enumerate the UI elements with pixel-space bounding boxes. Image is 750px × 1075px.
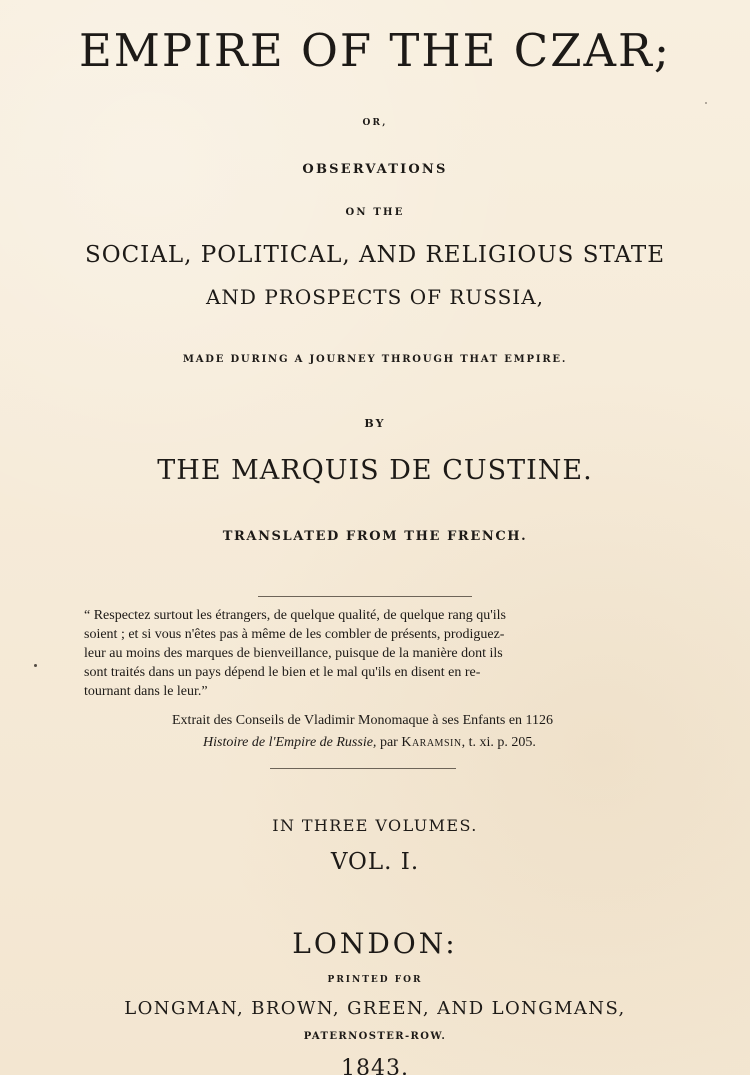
epigraph-line-5: tournant dans le leur.” — [84, 684, 208, 699]
citation-reference: , t. xi. p. 205. — [461, 735, 536, 750]
subtitle-line-2: AND PROSPECTS OF RUSSIA, — [205, 285, 544, 309]
citation-book-title: Histoire de l'Empire de Russie, — [203, 735, 377, 750]
author-name: THE MARQUIS DE CUSTINE. — [157, 455, 593, 486]
epigraph-line-4: sont traités dans un pays dépend le bien et le mal qu'ils en disent en re- — [84, 665, 481, 680]
epigraph-citation-line-1: Extrait des Conseils de Vladimir Monomaque à ses Enfants en 1126 — [172, 713, 554, 728]
epigraph-quote — [82, 606, 676, 701]
by-line: BY — [364, 417, 386, 430]
publisher-address: PATERNOSTER-ROW. — [303, 1031, 447, 1042]
volume-number: VOL. I. — [330, 849, 420, 875]
journey-line: MADE DURING A JOURNEY THROUGH THAT EMPIRE. — [182, 354, 568, 365]
subtitle-line-1: SOCIAL, POLITICAL, AND RELIGIOUS STATE — [84, 242, 666, 268]
title-on-the: ON THE — [345, 207, 405, 218]
publisher-name: LONGMAN, BROWN, GREEN, AND LONGMANS, — [124, 998, 626, 1019]
citation-author: Karamsin — [401, 735, 462, 750]
publication-city: LONDON: — [292, 927, 458, 960]
epigraph-line-2: soient ; et si vous n'êtes pas à même de les combler de présents, prodiguez- — [84, 627, 505, 642]
book-title: EMPIRE OF THE CZAR; — [78, 24, 672, 77]
bottom-divider-rule — [270, 768, 456, 769]
translation-note: TRANSLATED FROM THE FRENCH. — [222, 529, 528, 544]
epigraph-line-1: “ Respectez surtout les étrangers, de quelque qualité, de quelque rang qu'ils — [84, 608, 506, 623]
title-observations: OBSERVATIONS — [302, 162, 448, 177]
epigraph-citation-line-2 — [203, 735, 663, 751]
paper-speck — [705, 102, 707, 104]
volume-count: IN THREE VOLUMES. — [272, 816, 478, 835]
citation-par: par — [376, 735, 402, 750]
top-divider-rule — [258, 596, 472, 597]
publication-year: 1843. — [341, 1056, 409, 1075]
paper-speck — [34, 664, 37, 667]
printed-for-label: PRINTED FOR — [327, 975, 423, 985]
epigraph-line-3: leur au moins des marques de bienveillance, puisque de la manière dont ils — [84, 646, 503, 661]
title-connector-or: OR, — [362, 118, 388, 128]
